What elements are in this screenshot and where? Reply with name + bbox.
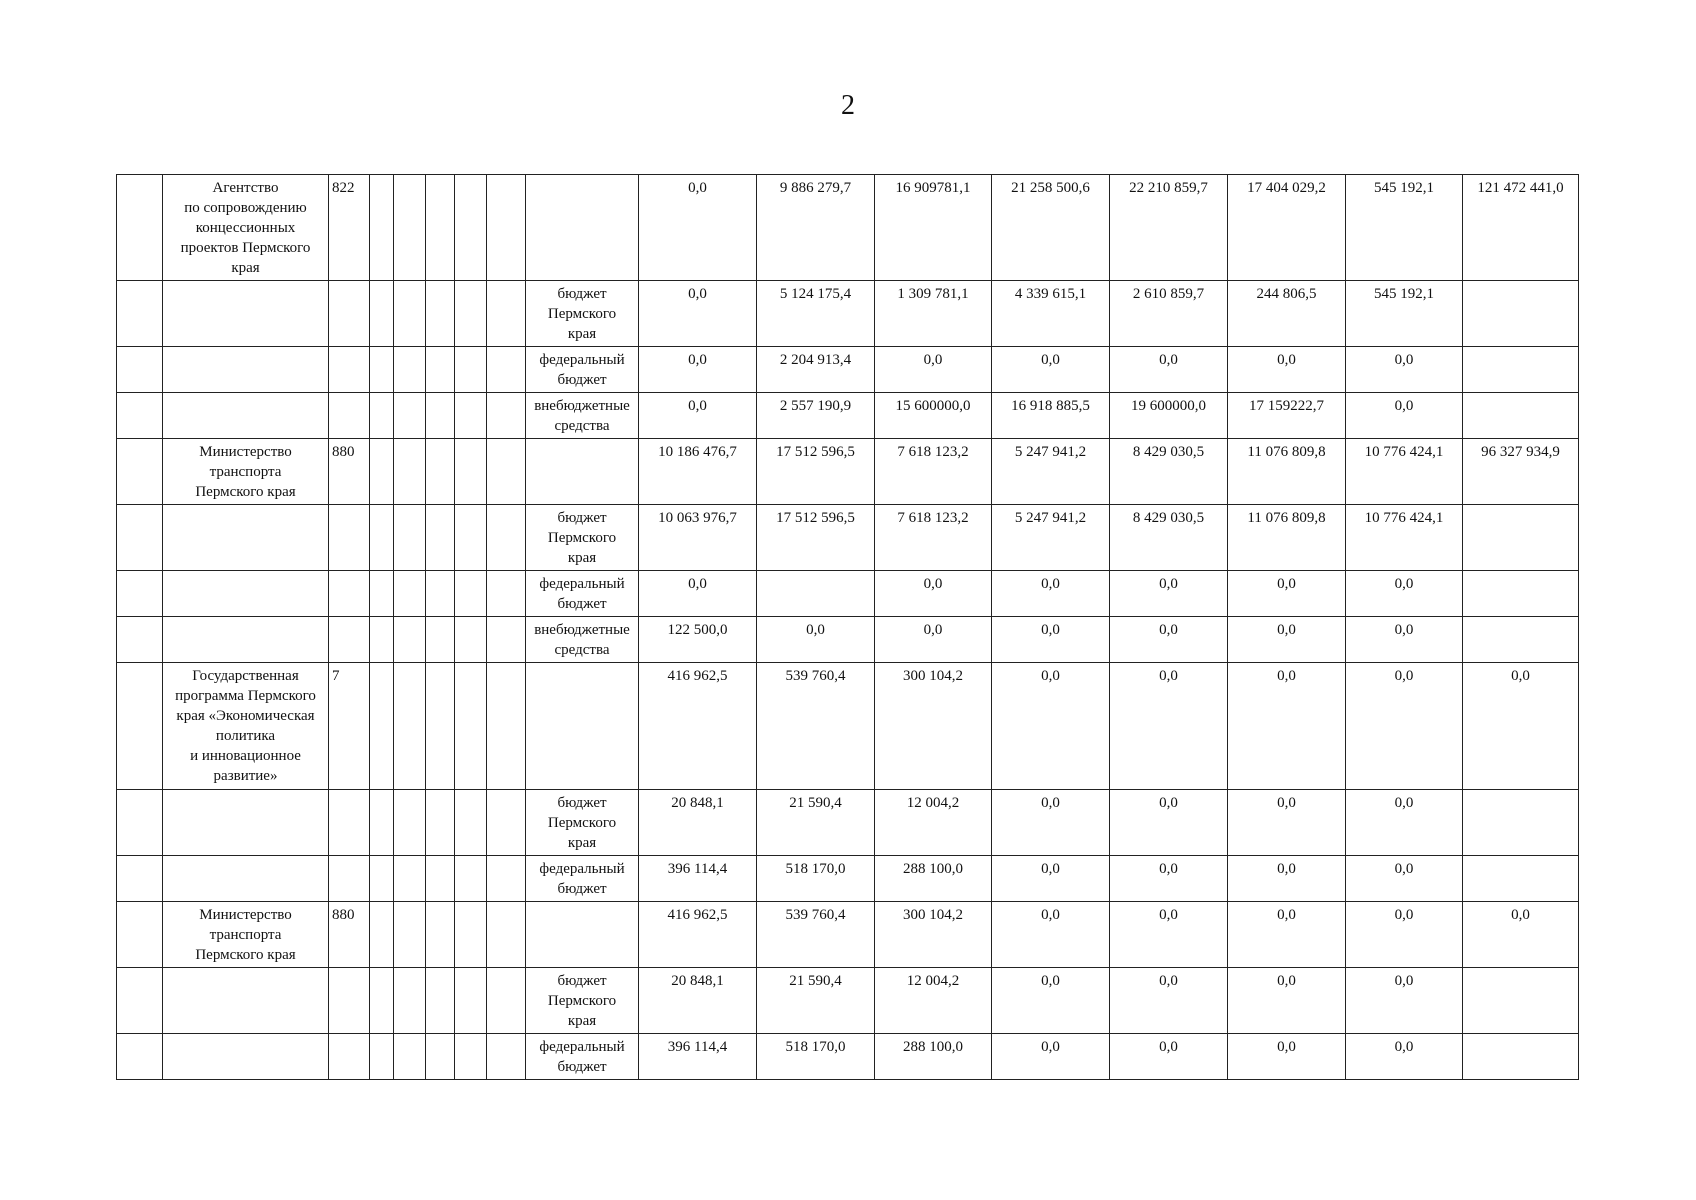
value-cell: 0,0 bbox=[1110, 902, 1228, 968]
table-row bbox=[117, 790, 1579, 856]
value-cell: 300 104,2 bbox=[875, 663, 992, 790]
total-cell bbox=[1463, 617, 1579, 663]
value-cell: 21 258 500,6 bbox=[992, 175, 1110, 281]
value-cell: 0,0 bbox=[1346, 790, 1463, 856]
program-name-cell: Агентство по сопровождению концессионных проектов Пермского края bbox=[163, 175, 329, 281]
total-cell bbox=[1463, 856, 1579, 902]
blank-code-cell bbox=[487, 856, 526, 902]
value-cell: 0,0 bbox=[1346, 393, 1463, 439]
code-cell bbox=[329, 505, 370, 571]
value-cell: 7 618 123,2 bbox=[875, 439, 992, 505]
value-cell: 545 192,1 bbox=[1346, 281, 1463, 347]
table-row bbox=[117, 663, 1579, 790]
value-cell: 0,0 bbox=[1110, 790, 1228, 856]
blank-code-cell bbox=[455, 617, 487, 663]
value-cell: 0,0 bbox=[1110, 663, 1228, 790]
blank-code-cell bbox=[426, 790, 455, 856]
value-cell: 11 076 809,8 bbox=[1228, 505, 1346, 571]
program-name-cell: Министерство транспорта Пермского края bbox=[163, 439, 329, 505]
value-cell: 396 114,4 bbox=[639, 1034, 757, 1080]
value-cell: 0,0 bbox=[1346, 617, 1463, 663]
funding-source-cell: бюджет Пермского края bbox=[526, 968, 639, 1034]
blank-cell bbox=[117, 175, 163, 281]
value-cell: 416 962,5 bbox=[639, 902, 757, 968]
value-cell: 21 590,4 bbox=[757, 790, 875, 856]
value-cell: 5 247 941,2 bbox=[992, 439, 1110, 505]
value-cell: 0,0 bbox=[1228, 902, 1346, 968]
blank-code-cell bbox=[487, 968, 526, 1034]
table-row bbox=[117, 571, 1579, 617]
code-cell bbox=[329, 393, 370, 439]
value-cell: 19 600000,0 bbox=[1110, 393, 1228, 439]
funding-source-cell bbox=[526, 902, 639, 968]
blank-code-cell bbox=[394, 968, 426, 1034]
code-cell bbox=[329, 571, 370, 617]
program-name-cell bbox=[163, 617, 329, 663]
total-cell: 0,0 bbox=[1463, 663, 1579, 790]
blank-code-cell bbox=[394, 856, 426, 902]
program-name-cell: Государственная программа Пермского края «Экономическая политика и инновационное развитие» bbox=[163, 663, 329, 790]
value-cell: 0,0 bbox=[1228, 790, 1346, 856]
value-cell: 20 848,1 bbox=[639, 790, 757, 856]
total-cell: 96 327 934,9 bbox=[1463, 439, 1579, 505]
blank-code-cell bbox=[370, 347, 394, 393]
blank-code-cell bbox=[370, 505, 394, 571]
value-cell: 12 004,2 bbox=[875, 968, 992, 1034]
page-number: 2 bbox=[841, 90, 855, 121]
value-cell: 22 210 859,7 bbox=[1110, 175, 1228, 281]
table-row bbox=[117, 175, 1579, 281]
value-cell: 0,0 bbox=[1228, 663, 1346, 790]
funding-source-cell bbox=[526, 175, 639, 281]
value-cell: 288 100,0 bbox=[875, 1034, 992, 1080]
value-cell: 539 760,4 bbox=[757, 663, 875, 790]
total-cell bbox=[1463, 393, 1579, 439]
value-cell: 0,0 bbox=[1346, 571, 1463, 617]
table-row bbox=[117, 439, 1579, 505]
blank-code-cell bbox=[394, 663, 426, 790]
value-cell: 20 848,1 bbox=[639, 968, 757, 1034]
value-cell: 4 339 615,1 bbox=[992, 281, 1110, 347]
value-cell: 5 247 941,2 bbox=[992, 505, 1110, 571]
funding-source-cell: федеральный бюджет bbox=[526, 1034, 639, 1080]
value-cell: 17 159222,7 bbox=[1228, 393, 1346, 439]
value-cell: 518 170,0 bbox=[757, 856, 875, 902]
blank-code-cell bbox=[455, 1034, 487, 1080]
blank-code-cell bbox=[455, 175, 487, 281]
value-cell: 0,0 bbox=[1346, 856, 1463, 902]
blank-cell bbox=[117, 902, 163, 968]
total-cell bbox=[1463, 505, 1579, 571]
value-cell: 0,0 bbox=[639, 347, 757, 393]
blank-code-cell bbox=[394, 281, 426, 347]
blank-code-cell bbox=[487, 1034, 526, 1080]
blank-code-cell bbox=[455, 663, 487, 790]
blank-code-cell bbox=[455, 902, 487, 968]
program-name-cell bbox=[163, 1034, 329, 1080]
value-cell: 10 776 424,1 bbox=[1346, 505, 1463, 571]
blank-code-cell bbox=[455, 393, 487, 439]
table-row bbox=[117, 968, 1579, 1034]
value-cell: 0,0 bbox=[1228, 617, 1346, 663]
value-cell: 10 063 976,7 bbox=[639, 505, 757, 571]
value-cell: 0,0 bbox=[875, 571, 992, 617]
value-cell: 0,0 bbox=[992, 663, 1110, 790]
value-cell: 0,0 bbox=[1110, 1034, 1228, 1080]
code-cell bbox=[329, 856, 370, 902]
value-cell: 0,0 bbox=[639, 393, 757, 439]
value-cell: 0,0 bbox=[639, 175, 757, 281]
blank-code-cell bbox=[370, 1034, 394, 1080]
value-cell: 10 186 476,7 bbox=[639, 439, 757, 505]
code-cell: 7 bbox=[329, 663, 370, 790]
blank-code-cell bbox=[455, 347, 487, 393]
table-row bbox=[117, 393, 1579, 439]
value-cell: 17 512 596,5 bbox=[757, 505, 875, 571]
blank-code-cell bbox=[487, 281, 526, 347]
blank-code-cell bbox=[394, 617, 426, 663]
blank-code-cell bbox=[455, 968, 487, 1034]
blank-code-cell bbox=[426, 968, 455, 1034]
value-cell: 11 076 809,8 bbox=[1228, 439, 1346, 505]
table-row bbox=[117, 505, 1579, 571]
value-cell: 300 104,2 bbox=[875, 902, 992, 968]
value-cell: 0,0 bbox=[1228, 856, 1346, 902]
code-cell bbox=[329, 968, 370, 1034]
blank-code-cell bbox=[426, 393, 455, 439]
table-row bbox=[117, 347, 1579, 393]
blank-code-cell bbox=[487, 663, 526, 790]
blank-code-cell bbox=[426, 902, 455, 968]
code-cell bbox=[329, 347, 370, 393]
blank-code-cell bbox=[370, 439, 394, 505]
value-cell: 10 776 424,1 bbox=[1346, 439, 1463, 505]
blank-code-cell bbox=[370, 790, 394, 856]
value-cell: 539 760,4 bbox=[757, 902, 875, 968]
blank-code-cell bbox=[455, 571, 487, 617]
blank-code-cell bbox=[426, 617, 455, 663]
value-cell: 0,0 bbox=[992, 902, 1110, 968]
value-cell: 0,0 bbox=[1346, 902, 1463, 968]
code-cell: 880 bbox=[329, 902, 370, 968]
value-cell: 416 962,5 bbox=[639, 663, 757, 790]
code-cell bbox=[329, 281, 370, 347]
code-cell: 880 bbox=[329, 439, 370, 505]
value-cell: 0,0 bbox=[1346, 663, 1463, 790]
blank-cell bbox=[117, 856, 163, 902]
blank-cell bbox=[117, 663, 163, 790]
code-cell bbox=[329, 617, 370, 663]
blank-cell bbox=[117, 617, 163, 663]
blank-code-cell bbox=[487, 902, 526, 968]
blank-code-cell bbox=[370, 902, 394, 968]
blank-code-cell bbox=[394, 902, 426, 968]
blank-code-cell bbox=[426, 281, 455, 347]
blank-cell bbox=[117, 968, 163, 1034]
blank-code-cell bbox=[426, 505, 455, 571]
program-name-cell bbox=[163, 393, 329, 439]
blank-code-cell bbox=[455, 439, 487, 505]
program-name-cell bbox=[163, 347, 329, 393]
value-cell: 5 124 175,4 bbox=[757, 281, 875, 347]
value-cell: 8 429 030,5 bbox=[1110, 439, 1228, 505]
blank-cell bbox=[117, 347, 163, 393]
program-name-cell bbox=[163, 856, 329, 902]
funding-source-cell: внебюджетные средства bbox=[526, 617, 639, 663]
blank-code-cell bbox=[394, 347, 426, 393]
code-cell bbox=[329, 790, 370, 856]
value-cell bbox=[757, 571, 875, 617]
blank-code-cell bbox=[487, 505, 526, 571]
value-cell: 16 909781,1 bbox=[875, 175, 992, 281]
value-cell: 0,0 bbox=[757, 617, 875, 663]
value-cell: 2 610 859,7 bbox=[1110, 281, 1228, 347]
blank-cell bbox=[117, 393, 163, 439]
table-row bbox=[117, 902, 1579, 968]
blank-code-cell bbox=[394, 393, 426, 439]
total-cell bbox=[1463, 1034, 1579, 1080]
blank-code-cell bbox=[455, 856, 487, 902]
program-name-cell bbox=[163, 505, 329, 571]
blank-code-cell bbox=[426, 1034, 455, 1080]
funding-source-cell bbox=[526, 439, 639, 505]
funding-source-cell: федеральный бюджет bbox=[526, 571, 639, 617]
value-cell: 17 404 029,2 bbox=[1228, 175, 1346, 281]
total-cell: 0,0 bbox=[1463, 902, 1579, 968]
value-cell: 0,0 bbox=[639, 281, 757, 347]
table-row bbox=[117, 281, 1579, 347]
value-cell: 0,0 bbox=[1110, 856, 1228, 902]
value-cell: 0,0 bbox=[1110, 617, 1228, 663]
value-cell: 396 114,4 bbox=[639, 856, 757, 902]
total-cell bbox=[1463, 347, 1579, 393]
value-cell: 0,0 bbox=[1110, 347, 1228, 393]
program-name-cell bbox=[163, 281, 329, 347]
value-cell: 0,0 bbox=[639, 571, 757, 617]
blank-code-cell bbox=[370, 571, 394, 617]
funding-source-cell: внебюджетные средства bbox=[526, 393, 639, 439]
blank-code-cell bbox=[455, 505, 487, 571]
blank-code-cell bbox=[394, 571, 426, 617]
program-name-cell bbox=[163, 571, 329, 617]
value-cell: 0,0 bbox=[992, 1034, 1110, 1080]
funding-source-cell bbox=[526, 663, 639, 790]
blank-cell bbox=[117, 505, 163, 571]
blank-code-cell bbox=[426, 175, 455, 281]
blank-code-cell bbox=[455, 790, 487, 856]
blank-cell bbox=[117, 1034, 163, 1080]
value-cell: 0,0 bbox=[992, 347, 1110, 393]
value-cell: 0,0 bbox=[1228, 571, 1346, 617]
blank-cell bbox=[117, 439, 163, 505]
value-cell: 0,0 bbox=[992, 571, 1110, 617]
value-cell: 0,0 bbox=[1346, 1034, 1463, 1080]
program-name-cell bbox=[163, 968, 329, 1034]
blank-code-cell bbox=[370, 617, 394, 663]
blank-code-cell bbox=[487, 617, 526, 663]
funding-source-cell: бюджет Пермского края bbox=[526, 505, 639, 571]
blank-code-cell bbox=[426, 571, 455, 617]
value-cell: 9 886 279,7 bbox=[757, 175, 875, 281]
blank-code-cell bbox=[426, 856, 455, 902]
value-cell: 0,0 bbox=[1228, 1034, 1346, 1080]
value-cell: 0,0 bbox=[992, 856, 1110, 902]
value-cell: 0,0 bbox=[875, 617, 992, 663]
blank-code-cell bbox=[394, 505, 426, 571]
value-cell: 1 309 781,1 bbox=[875, 281, 992, 347]
total-cell bbox=[1463, 968, 1579, 1034]
value-cell: 0,0 bbox=[1346, 347, 1463, 393]
blank-code-cell bbox=[487, 439, 526, 505]
value-cell: 8 429 030,5 bbox=[1110, 505, 1228, 571]
blank-code-cell bbox=[370, 968, 394, 1034]
value-cell: 122 500,0 bbox=[639, 617, 757, 663]
table-row bbox=[117, 856, 1579, 902]
blank-code-cell bbox=[487, 393, 526, 439]
value-cell: 0,0 bbox=[1110, 571, 1228, 617]
blank-code-cell bbox=[370, 281, 394, 347]
blank-code-cell bbox=[370, 393, 394, 439]
value-cell: 16 918 885,5 bbox=[992, 393, 1110, 439]
blank-code-cell bbox=[426, 347, 455, 393]
value-cell: 545 192,1 bbox=[1346, 175, 1463, 281]
funding-source-cell: бюджет Пермского края bbox=[526, 790, 639, 856]
value-cell: 0,0 bbox=[992, 968, 1110, 1034]
blank-code-cell bbox=[394, 439, 426, 505]
blank-cell bbox=[117, 571, 163, 617]
blank-code-cell bbox=[394, 790, 426, 856]
value-cell: 0,0 bbox=[1228, 347, 1346, 393]
table-row bbox=[117, 1034, 1579, 1080]
value-cell: 0,0 bbox=[992, 790, 1110, 856]
blank-code-cell bbox=[426, 663, 455, 790]
blank-code-cell bbox=[394, 1034, 426, 1080]
table-body bbox=[117, 175, 1579, 1080]
budget-table bbox=[116, 174, 1579, 1080]
value-cell: 244 806,5 bbox=[1228, 281, 1346, 347]
value-cell: 0,0 bbox=[875, 347, 992, 393]
value-cell: 0,0 bbox=[1346, 968, 1463, 1034]
value-cell: 15 600000,0 bbox=[875, 393, 992, 439]
value-cell: 21 590,4 bbox=[757, 968, 875, 1034]
blank-cell bbox=[117, 281, 163, 347]
blank-code-cell bbox=[487, 571, 526, 617]
blank-code-cell bbox=[394, 175, 426, 281]
total-cell bbox=[1463, 790, 1579, 856]
blank-cell bbox=[117, 790, 163, 856]
blank-code-cell bbox=[370, 856, 394, 902]
table-row bbox=[117, 617, 1579, 663]
code-cell: 822 bbox=[329, 175, 370, 281]
value-cell: 518 170,0 bbox=[757, 1034, 875, 1080]
blank-code-cell bbox=[426, 439, 455, 505]
funding-source-cell: бюджет Пермского края bbox=[526, 281, 639, 347]
value-cell: 0,0 bbox=[1110, 968, 1228, 1034]
blank-code-cell bbox=[487, 175, 526, 281]
funding-source-cell: федеральный бюджет bbox=[526, 856, 639, 902]
blank-code-cell bbox=[487, 790, 526, 856]
code-cell bbox=[329, 1034, 370, 1080]
total-cell: 121 472 441,0 bbox=[1463, 175, 1579, 281]
program-name-cell: Министерство транспорта Пермского края bbox=[163, 902, 329, 968]
total-cell bbox=[1463, 571, 1579, 617]
value-cell: 2 204 913,4 bbox=[757, 347, 875, 393]
value-cell: 12 004,2 bbox=[875, 790, 992, 856]
total-cell bbox=[1463, 281, 1579, 347]
blank-code-cell bbox=[370, 175, 394, 281]
value-cell: 0,0 bbox=[1228, 968, 1346, 1034]
program-name-cell bbox=[163, 790, 329, 856]
value-cell: 17 512 596,5 bbox=[757, 439, 875, 505]
blank-code-cell bbox=[455, 281, 487, 347]
blank-code-cell bbox=[370, 663, 394, 790]
value-cell: 288 100,0 bbox=[875, 856, 992, 902]
value-cell: 0,0 bbox=[992, 617, 1110, 663]
blank-code-cell bbox=[487, 347, 526, 393]
funding-source-cell: федеральный бюджет bbox=[526, 347, 639, 393]
value-cell: 2 557 190,9 bbox=[757, 393, 875, 439]
value-cell: 7 618 123,2 bbox=[875, 505, 992, 571]
